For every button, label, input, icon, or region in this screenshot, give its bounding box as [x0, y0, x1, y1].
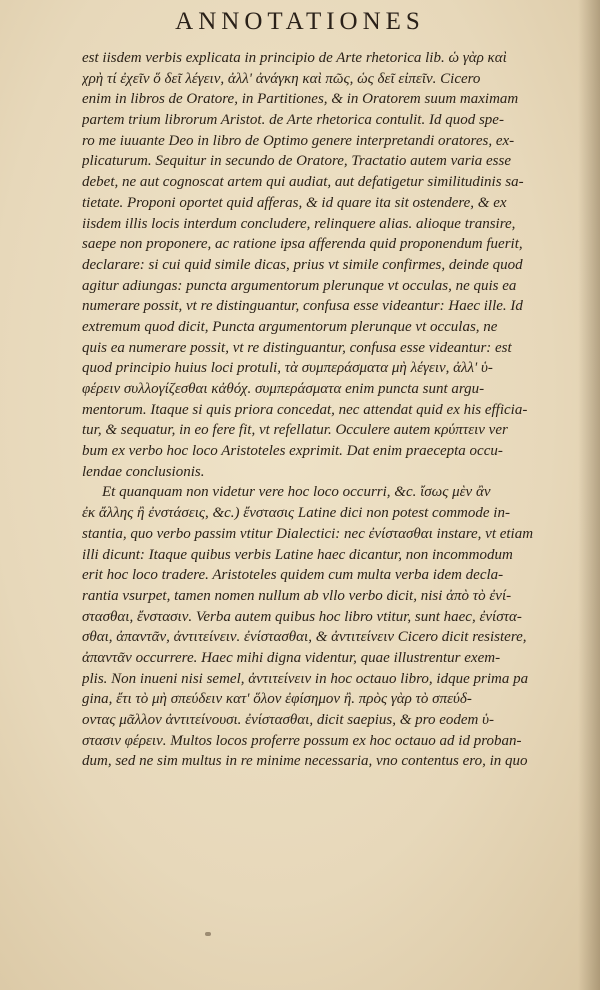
text-line: declarare: si cui quid simile dicas, prius vt simile confirmes, deinde quod: [82, 256, 523, 273]
text-line: tietate. Proponi oportet quid afferas, & id quare ita sit ostendere, & ex: [82, 194, 507, 211]
text-line: saepe non proponere, ac ratione ipsa afferenda quid proponendum fuerit,: [82, 236, 523, 253]
text-line: στασθαι, ἔνστασιν. Verba autem quibus hoc libro vtitur, sunt haec, ἐνίστα-: [82, 608, 522, 625]
text-line: gina, ἔτι τὸ μὴ σπεύδειν κατ' ὅλον ἐφίσημον ἢ. πρὸς γὰρ τὸ σπεύδ-: [82, 691, 472, 708]
text-line: ro me iuuante Deo in libro de Optimo genere interpretandi oratores, ex-: [82, 132, 515, 149]
text-line: ἐκ ἄλλης ἢ ἐνστάσεις, &c.) ἔνστασις Latine dici non potest commode in-: [82, 505, 510, 522]
text-line: ἀπαντᾶν occurrere. Haec mihi digna videntur, quae illustrentur exem-: [82, 649, 501, 666]
text-line: φέρειν συλλογίζεσθαι κἀθόχ. συμπεράσματα enim puncta sunt argu-: [82, 381, 485, 397]
page-gutter-shadow: [578, 0, 600, 990]
text-line: lendae conclusionis.: [82, 463, 205, 480]
text-line: στασιν φέρειν. Multos locos proferre possum ex hoc octauo ad id proban-: [82, 732, 522, 749]
text-line: οντας μᾶλλον ἀντιτείνουσι. ἐνίστασθαι, dicit saepius, & pro eodem ὑ-: [82, 712, 494, 728]
text-line: illi dicunt: Itaque quibus verbis Latine haec dicantur, non incommodum: [82, 546, 513, 563]
text-line: extremum quod dicit, Puncta argumentorum plerunque vt occulas, ne: [82, 318, 498, 335]
text-line: numerare possit, vt re distinguantur, confusa esse videantur: Haec ille. Id: [82, 298, 523, 315]
text-line: iisdem illis locis interdum concludere, relinquere alias. alioque transire,: [82, 215, 516, 232]
text-line: debet, ne aut cognoscat artem qui audiat, aut defatigetur similitudinis sa-: [82, 174, 524, 191]
text-line: mentorum. Itaque si quis priora concedat, nec attendat quid ex his efficia-: [82, 401, 528, 418]
text-line: partem trium librorum Aristot. de Arte rhetorica contulit. Id quod spe-: [82, 112, 504, 129]
text-line: enim in libros de Oratore, in Partitiones, & in Oratorem suum maximam: [82, 91, 519, 108]
text-line: stantia, quo verbo passim vtitur Dialectici: nec ἐνίστασθαι instare, vt etiam: [82, 525, 534, 542]
text-line: bum ex verbo hoc loco Aristoteles exprimit. Dat enim praecepta occu-: [82, 443, 503, 460]
text-line: σθαι, ἀπαντᾶν, ἀντιτείνειν. ἐνίστασθαι, & ἀντιτείνειν Cicero dicit resistere,: [82, 629, 527, 646]
running-head: ANNOTATIONES: [175, 8, 425, 35]
text-line: rantia vsurpet, tamen nomen nullum ab vllo verbo dicit, nisi ἀπὸ τὸ ἐνί-: [82, 587, 512, 604]
text-line: erit hoc loco tradere. Aristoteles quidem cum multa verba idem decla-: [82, 567, 504, 584]
text-line: tur, & sequatur, in eo fere fit, vt refellatur. Occulere autem κρύπτειν ver: [82, 422, 508, 439]
text-line: quis ea numerare possit, vt re distinguantur, confusa esse videantur: est: [82, 339, 512, 356]
ink-smudge: [205, 932, 211, 936]
text-line: plicaturum. Sequitur in secundo de Oratore, Tractatio autem varia esse: [82, 153, 511, 170]
text-line: est iisdem verbis explicata in principio de Arte rhetorica lib. ὡ γὰρ καὶ: [82, 50, 507, 66]
text-line: χρὴ τί ἐχεῖν ὅ δεῖ λέγειν, ἀλλ' ἀνάγκη καὶ πῶς, ὡς δεῖ εἰπεῖν. Cicero: [82, 70, 481, 87]
text-line: dum, sed ne sim multus in re minime necessaria, vno contentus ero, in quo: [82, 753, 528, 770]
text-line: quod principio huius loci protuli, τὰ συμπεράσματα μὴ λέγειν, ἀλλ' ὑ-: [82, 360, 493, 377]
text-line: agitur adiungas: puncta argumentorum plerunque vt occulas, ne quis ea: [82, 277, 517, 294]
body-text: [82, 48, 568, 772]
text-line: plis. Non inueni nisi semel, ἀντιτείνειν in hoc octauo libro, idque prima pa: [82, 670, 529, 687]
paragraph-start: Et quanquam non videtur vere hoc loco occurri, &c. ἴσως μὲν ἂν: [102, 484, 491, 501]
